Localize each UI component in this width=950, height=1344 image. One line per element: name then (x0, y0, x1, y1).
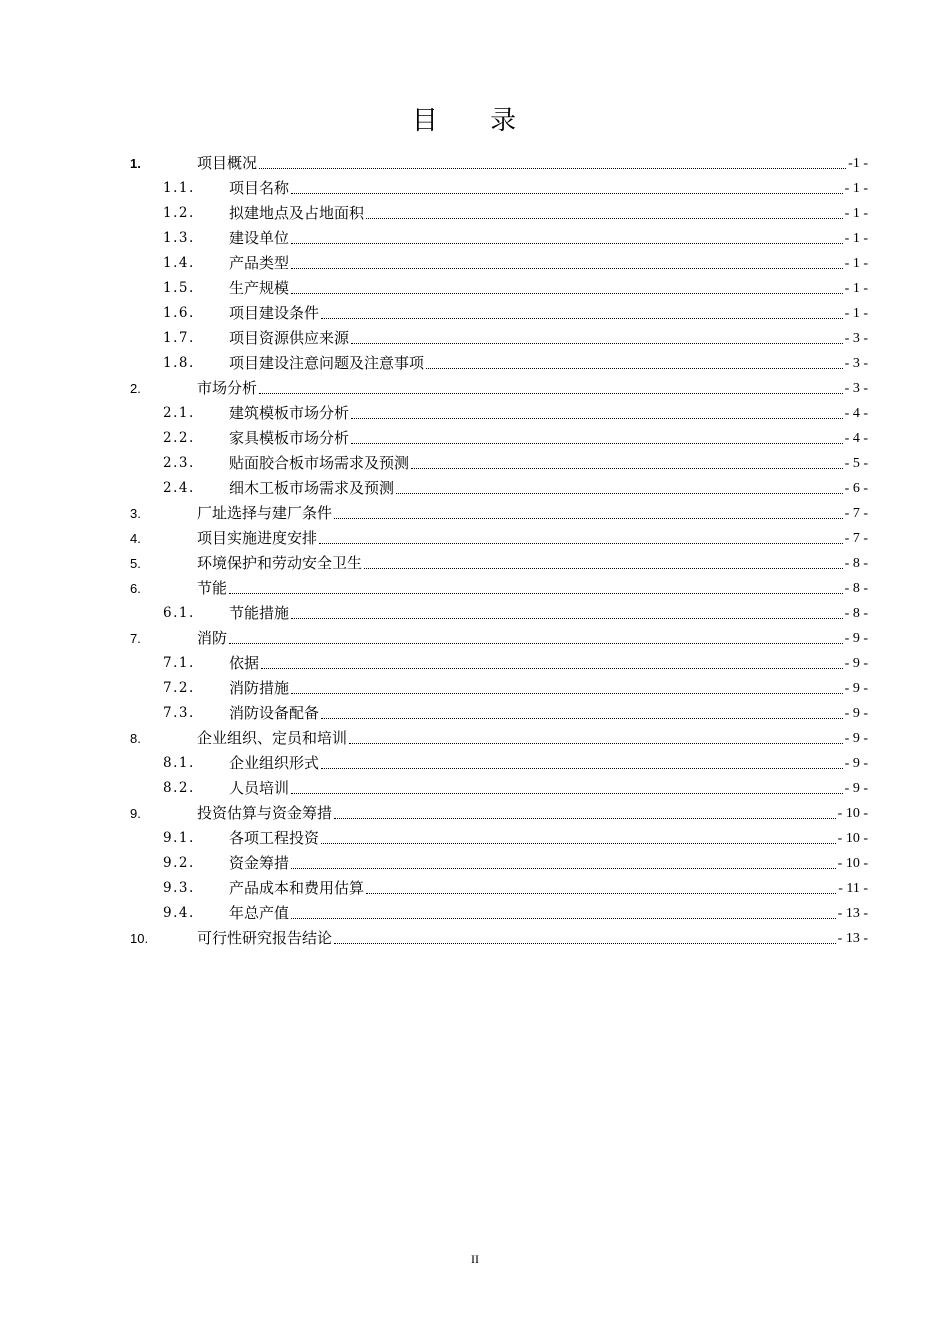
toc-dot-leader (334, 943, 836, 944)
toc-entry[interactable] (130, 926, 868, 951)
toc-entry-page: - 1 - (844, 206, 868, 221)
toc-entry-title: 环境保护和劳动安全卫生 (197, 554, 363, 572)
toc-dot-leader (321, 718, 843, 719)
toc-entry-page: - 1 - (844, 181, 868, 196)
toc-entry-page: - 4 - (844, 431, 868, 446)
toc-entry-title: 建筑模板市场分析 (229, 404, 350, 422)
toc-entry-title: 依据 (229, 654, 260, 672)
toc-entry-number: 7.3. (163, 705, 195, 721)
toc-dot-leader (351, 343, 843, 344)
toc-entry[interactable] (130, 401, 868, 426)
toc-entry-number: 1.1. (163, 180, 195, 196)
toc-dot-leader (291, 243, 843, 244)
toc-entry-page: - 8 - (844, 581, 868, 596)
toc-entry[interactable] (130, 301, 868, 326)
toc-entry-title: 项目名称 (229, 179, 290, 197)
toc-entry[interactable] (130, 876, 868, 901)
toc-entry[interactable] (130, 151, 868, 176)
toc-entry-page: - 10 - (837, 806, 868, 821)
toc-entry[interactable] (130, 501, 868, 526)
toc-dot-leader (349, 743, 843, 744)
toc-entry-page: - 9 - (844, 781, 868, 796)
toc-dot-leader (334, 518, 843, 519)
toc-entry-page: - 3 - (844, 381, 868, 396)
toc-entry-page: - 1 - (844, 231, 868, 246)
toc-entry-page: - 9 - (844, 731, 868, 746)
toc-entry-title: 资金筹措 (229, 854, 290, 872)
toc-entry-number: 1.4. (163, 255, 195, 271)
toc-entry[interactable] (130, 251, 868, 276)
toc-dot-leader (364, 568, 843, 569)
toc-entry-title: 项目建设条件 (229, 304, 320, 322)
toc-dot-leader (321, 318, 843, 319)
toc-entry-page: - 1 - (844, 256, 868, 271)
toc-entry-number: 3. (130, 506, 141, 521)
toc-entry-page: - 1 - (844, 281, 868, 296)
toc-entry[interactable] (130, 226, 868, 251)
toc-dot-leader (321, 768, 843, 769)
toc-entry-number: 2.3. (163, 455, 195, 471)
toc-entry-page: - 13 - (837, 931, 868, 946)
toc-entry[interactable] (130, 701, 868, 726)
toc-entry-number: 4. (130, 531, 141, 546)
toc-dot-leader (426, 368, 843, 369)
toc-entry-title: 产品成本和费用估算 (229, 879, 365, 897)
toc-entry-title: 年总产值 (229, 904, 290, 922)
toc-entry-title: 厂址选择与建厂条件 (197, 504, 333, 522)
toc-dot-leader (334, 818, 836, 819)
toc-dot-leader (351, 418, 843, 419)
toc-entry-page: - 7 - (844, 531, 868, 546)
toc-entry-page: - 5 - (844, 456, 868, 471)
toc-entry[interactable] (130, 476, 868, 501)
toc-entry[interactable] (130, 601, 868, 626)
toc-dot-leader (396, 493, 843, 494)
toc-entry-number: 10. (130, 931, 149, 946)
toc-entry-title: 市场分析 (197, 379, 258, 397)
toc-entry-number: 1.3. (163, 230, 195, 246)
toc-entry-number: 1.8. (163, 355, 195, 371)
toc-entry-page: - 9 - (844, 631, 868, 646)
toc-entry-title: 项目建设注意问题及注意事项 (229, 354, 425, 372)
toc-dot-leader (259, 168, 846, 169)
page-number: II (471, 1252, 479, 1266)
toc-dot-leader (291, 618, 843, 619)
toc-entry[interactable] (130, 201, 868, 226)
toc-entry-number: 8.1. (163, 755, 195, 771)
toc-dot-leader (291, 918, 836, 919)
toc-entry-title: 消防 (197, 629, 228, 647)
toc-entry[interactable] (130, 426, 868, 451)
toc-entry-title: 项目概况 (197, 154, 258, 172)
toc-entry-title: 细木工板市场需求及预测 (229, 479, 395, 497)
toc-entry-number: 7. (130, 631, 141, 646)
toc-entry[interactable] (130, 626, 868, 651)
toc-entry-page: - 3 - (844, 356, 868, 371)
toc-entry[interactable] (130, 526, 868, 551)
toc-entry-title: 拟建地点及占地面积 (229, 204, 365, 222)
toc-entry[interactable] (130, 901, 868, 926)
toc-entry-title: 企业组织、定员和培训 (197, 729, 348, 747)
toc-entry[interactable] (130, 276, 868, 301)
toc-entry-page: - 6 - (844, 481, 868, 496)
toc-entry-number: 6.1. (163, 605, 195, 621)
toc-entry-page: - 9 - (844, 706, 868, 721)
toc-entry-number: 2.1. (163, 405, 195, 421)
toc-entry-number: 2. (130, 381, 141, 396)
toc-entry-title: 家具模板市场分析 (229, 429, 350, 447)
toc-dot-leader (229, 643, 843, 644)
toc-entry-page: - 1 - (844, 306, 868, 321)
toc-entry[interactable] (130, 176, 868, 201)
toc-entry-title: 生产规模 (229, 279, 290, 297)
toc-entry-page: - 9 - (844, 681, 868, 696)
toc-entry-page: - 13 - (837, 906, 868, 921)
toc-entry-page: - 8 - (844, 606, 868, 621)
toc-dot-leader (366, 893, 836, 894)
toc-entry-number: 8. (130, 731, 141, 746)
toc-dot-leader (291, 193, 843, 194)
toc-dot-leader (259, 393, 843, 394)
toc-dot-leader (366, 218, 843, 219)
toc-entry[interactable] (130, 351, 868, 376)
toc-entry-title: 产品类型 (229, 254, 290, 272)
toc-entry[interactable] (130, 451, 868, 476)
toc-entry-number: 9.4. (163, 905, 195, 921)
toc-dot-leader (319, 543, 843, 544)
toc-entry-title: 建设单位 (229, 229, 290, 247)
toc-entry-page: - 4 - (844, 406, 868, 421)
toc-entry[interactable] (130, 726, 868, 751)
toc-entry-title: 消防措施 (229, 679, 290, 697)
toc-entry-number: 2.2. (163, 430, 195, 446)
toc-entry-number: 9.3. (163, 880, 195, 896)
toc-dot-leader (291, 693, 843, 694)
toc-dot-leader (291, 793, 843, 794)
toc-dot-leader (291, 868, 836, 869)
toc-entry[interactable] (130, 851, 868, 876)
toc-entry-number: 1.2. (163, 205, 195, 221)
toc-entry-title: 项目资源供应来源 (229, 329, 350, 347)
toc-entry[interactable] (130, 776, 868, 801)
toc-entry-number: 7.1. (163, 655, 195, 671)
toc-entry-title: 企业组织形式 (229, 754, 320, 772)
toc-entry-number: 8.2. (163, 780, 195, 796)
toc-entry-page: - 9 - (844, 756, 868, 771)
toc-entry-number: 1. (130, 156, 141, 171)
toc-entry[interactable] (130, 326, 868, 351)
toc-entry-number: 1.6. (163, 305, 195, 321)
toc-entry-page: -1 - (848, 156, 868, 171)
toc-entry[interactable] (130, 751, 868, 776)
toc-entry-page: - 9 - (844, 656, 868, 671)
toc-entry-title: 节能措施 (229, 604, 290, 622)
toc-entry-number: 9.1. (163, 830, 195, 846)
toc-dot-leader (291, 268, 843, 269)
toc-entry-number: 1.7. (163, 330, 195, 346)
toc-entry[interactable] (130, 376, 868, 401)
toc-entry-title: 消防设备配备 (229, 704, 320, 722)
toc-entry-page: - 10 - (837, 831, 868, 846)
toc-entry-title: 可行性研究报告结论 (197, 929, 333, 947)
toc-title: 目 录 (411, 106, 539, 136)
toc-entry[interactable] (130, 826, 868, 851)
toc-entry-number: 5. (130, 556, 141, 571)
toc-entry-number: 6. (130, 581, 141, 596)
table-of-contents (130, 151, 868, 951)
toc-entry-number: 7.2. (163, 680, 195, 696)
toc-entry-number: 1.5. (163, 280, 195, 296)
toc-dot-leader (291, 293, 843, 294)
toc-dot-leader (411, 468, 843, 469)
toc-entry-number: 2.4. (163, 480, 195, 496)
toc-entry-page: - 11 - (838, 881, 868, 896)
toc-entry[interactable] (130, 801, 868, 826)
toc-entry-title: 各项工程投资 (229, 829, 320, 847)
toc-entry-page: - 3 - (844, 331, 868, 346)
toc-entry[interactable] (130, 651, 868, 676)
toc-entry-page: - 7 - (844, 506, 868, 521)
toc-dot-leader (351, 443, 843, 444)
toc-dot-leader (229, 593, 843, 594)
toc-entry-title: 投资估算与资金筹措 (197, 804, 333, 822)
toc-entry[interactable] (130, 551, 868, 576)
toc-dot-leader (321, 843, 836, 844)
toc-entry-page: - 10 - (837, 856, 868, 871)
toc-entry[interactable] (130, 676, 868, 701)
toc-dot-leader (261, 668, 843, 669)
toc-entry-title: 节能 (197, 579, 228, 597)
toc-entry-page: - 8 - (844, 556, 868, 571)
toc-entry-title: 项目实施进度安排 (197, 529, 318, 547)
toc-entry-title: 人员培训 (229, 779, 290, 797)
toc-entry[interactable] (130, 576, 868, 601)
toc-entry-number: 9. (130, 806, 141, 821)
toc-entry-number: 9.2. (163, 855, 195, 871)
toc-entry-title: 贴面胶合板市场需求及预测 (229, 454, 410, 472)
